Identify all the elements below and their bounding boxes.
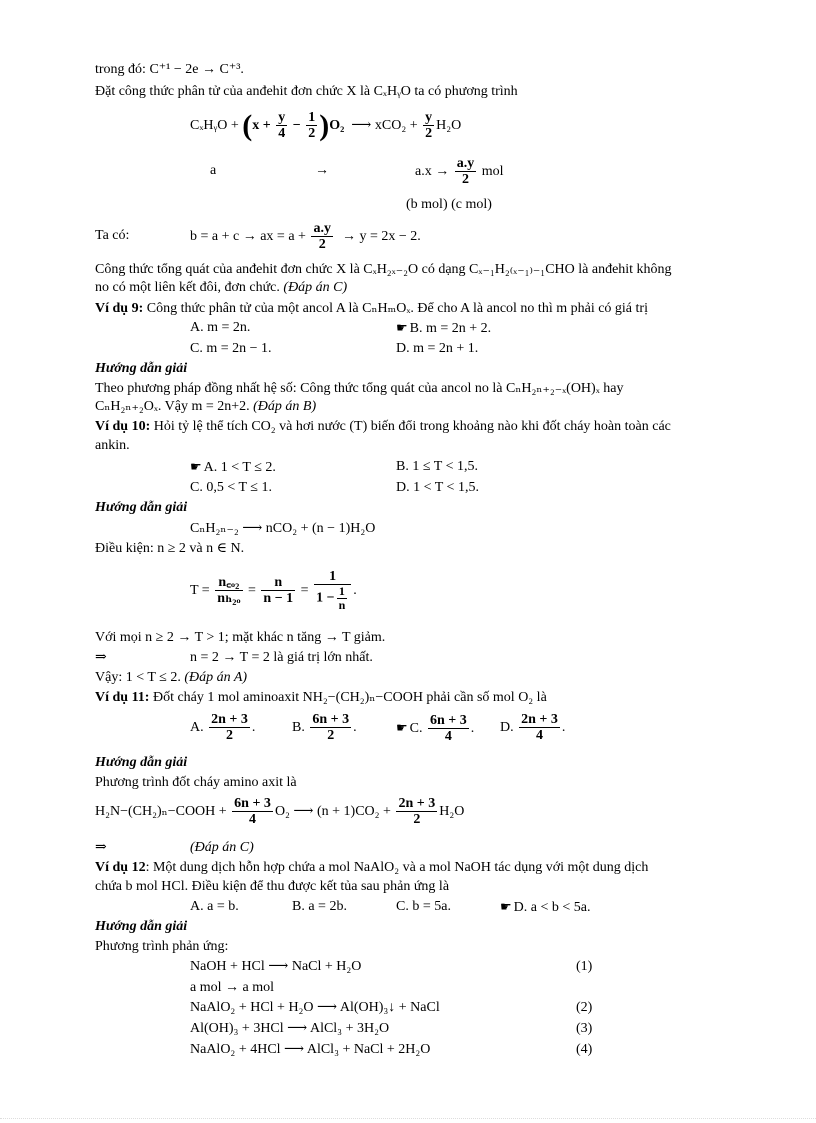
text-line: Vậy: 1 < T ≤ 2. (Đáp án A): [95, 670, 248, 685]
solution-heading: Hướng dẫn giải: [95, 500, 188, 515]
option-d: D. $\frac{2n + 3}{4}$ .: [500, 712, 566, 744]
eq-term: −: [292, 118, 301, 133]
text-line: CₙH₂ₙ₊₂Oₓ. Vậy m = 2n+2. (Đáp án B): [95, 399, 317, 414]
example-11-question: Ví dụ 11: Đốt cháy 1 mol aminoaxit NH₂−(CH₂)ₙ−COOH phải cần số mol O₂ là: [95, 690, 547, 705]
solution-heading: Hướng dẫn giải: [95, 755, 188, 770]
option-a: A. m = 2n.: [190, 320, 251, 335]
reaction-1: NaOH + HCl ⟶ NaCl + H₂O: [190, 959, 362, 974]
option-d: ☛ D. a < b < 5a.: [500, 899, 591, 915]
solution-heading: Hướng dẫn giải: [95, 361, 188, 376]
option-c: C. 0,5 < T ≤ 1.: [190, 480, 272, 495]
fraction: $\frac{n}{n - 1}$: [263, 575, 294, 607]
option-b: ☛ B. m = 2n + 2.: [396, 320, 492, 336]
option-c: C. b = 5a.: [396, 899, 451, 914]
eq-term: H₂O: [436, 118, 462, 133]
option-c: C. m = 2n − 1.: [190, 341, 272, 356]
text-line: Phương trình phản ứng:: [95, 939, 229, 954]
reaction-4: NaAlO₂ + 4HCl ⟶ AlCl₃ + NaCl + 2H₂O: [190, 1042, 431, 1057]
reaction-3: Al(OH)₃ + 3HCl ⟶ AlCl₃ + 3H₂O: [190, 1021, 390, 1036]
bracket-close: ): [319, 108, 330, 142]
text-line: Với mọi n ≥ 2 → T > 1; mặt khác n tăng → T giảm.: [95, 630, 386, 645]
page-edge-divider: [0, 1118, 816, 1119]
text-line: Theo phương pháp đồng nhất hệ số: Công thức tổng quát của ancol no là CₙH₂ₙ₊₂₋ₓ(OH)ₓ hay: [95, 381, 624, 396]
eq-term: ⟶ xCO₂ +: [351, 118, 418, 133]
text-line: ankin.: [95, 438, 130, 453]
option-b: B. $\frac{6n + 3}{2}$ .: [292, 712, 357, 744]
reaction-2: NaAlO₂ + HCl + H₂O ⟶ Al(OH)₃↓ + NaCl: [190, 1000, 440, 1015]
text-line: Phương trình đốt cháy amino axit là: [95, 775, 297, 790]
answer: (Đáp án C): [190, 840, 254, 855]
implies: ⇒: [95, 840, 107, 855]
reaction-number: (3): [576, 1021, 593, 1036]
eq-term: x +: [252, 118, 271, 133]
eq-row: (b mol) (c mol): [406, 197, 492, 212]
implies: ⇒: [95, 650, 107, 665]
text-line: n = 2 → T = 2 là giá trị lớn nhất.: [190, 650, 373, 665]
solution-heading: Hướng dẫn giải: [95, 919, 188, 934]
option-b: B. 1 ≤ T < 1,5.: [396, 459, 478, 474]
pointer-icon: ☛: [396, 320, 408, 335]
bracket-open: (: [242, 108, 253, 142]
eq-term: CₓHᵧO +: [190, 118, 239, 133]
text-line: chứa b mol HCl. Điều kiện để thu được kết tủa sau phản ứng là: [95, 879, 450, 894]
reaction-number: (1): [576, 959, 593, 974]
example-12-question: Ví dụ 12: Một dung dịch hỗn hợp chứa a mol NaAlO₂ và a mol NaOH tác dụng với một dung dịch: [95, 860, 649, 875]
fraction: $\frac{y}{2}$: [425, 110, 433, 142]
eq-term: a: [210, 163, 217, 178]
eq-term: O₂: [329, 118, 345, 133]
text-line: Điều kiện: n ≥ 2 và n ∈ N.: [95, 541, 245, 556]
fraction: $\frac{a.y}{2}$: [313, 221, 331, 253]
text-line: trong đó: C⁺¹ − 2e → C⁺³.: [95, 62, 244, 77]
reaction-number: (2): [576, 1000, 593, 1015]
example-9-question: Ví dụ 9: Công thức phân tử của một ancol A là CₙHₘOₓ. Để cho A là ancol no thì m phải có giá trị: [95, 301, 648, 316]
text-line: no có một liên kết đôi, đơn chức. (Đáp án C): [95, 280, 348, 295]
option-c: ☛ C. $\frac{6n + 3}{4}$ .: [396, 713, 475, 745]
text-line: Đặt công thức phân tử của anđehit đơn chức X là CₓHᵧO ta có phương trình: [95, 84, 518, 99]
option-a: A. a = b.: [190, 899, 239, 914]
option-d: D. m = 2n + 1.: [396, 341, 479, 356]
equation: H₂N−(CH₂)ₙ−COOH + $\frac{6n + 3}{4}$ O₂ ⟶ (n + 1)CO₂ + $\frac{2n + 3}{2}$ H₂O: [95, 796, 465, 828]
text-line: a mol → a mol: [190, 980, 274, 995]
fraction: $\frac{y}{4}$: [278, 110, 286, 142]
fraction: $\frac{a.y}{2}$: [456, 156, 475, 188]
fraction: 1 1 − $\frac{1}{n}$: [314, 569, 351, 612]
option-d: D. 1 < T < 1,5.: [396, 480, 479, 495]
fraction: $\frac{1}{2}$: [308, 110, 316, 142]
option-a: ☛ A. 1 < T ≤ 2.: [190, 459, 276, 475]
pointer-icon: ☛: [500, 899, 512, 914]
text-line: Công thức tổng quát của anđehit đơn chức X là CₓH₂ₓ₋₂O có dạng Cₓ₋₁H₂₍ₓ₋₁₎₋₁CHO là anđehit không: [95, 262, 672, 277]
eq-row: a.x → $\frac{a.y}{2}$ mol: [415, 156, 504, 188]
pointer-icon: ☛: [190, 459, 202, 474]
pointer-icon: ☛: [396, 720, 408, 735]
label: Ta có:: [95, 228, 130, 243]
equation: CₙH₂ₙ₋₂ ⟶ nCO₂ + (n − 1)H₂O: [190, 521, 376, 536]
equation-combustion-aldehyde: [190, 108, 461, 144]
fraction: $\frac{\text{n꜀ₒ₂}}{\text{nₕ₂ₒ}}$: [217, 575, 241, 607]
arrow: →: [315, 163, 329, 178]
option-b: B. a = 2b.: [292, 899, 347, 914]
example-10-question: Ví dụ 10: Hỏi tỷ lệ thể tích CO₂ và hơi nước (T) biến đổi trong khoảng nào khi đốt cháy hoàn toàn các: [95, 419, 671, 434]
eq-row: b = a + c → ax = a + $\frac{a.y}{2}$ → y = 2x − 2.: [190, 221, 421, 253]
reaction-number: (4): [576, 1042, 593, 1057]
equation-T: T = $\frac{\text{n꜀ₒ₂}}{\text{nₕ₂ₒ}}$ = $\frac{n}{n - 1}$ = 1 1 − $\frac{1}{n}$ .: [190, 569, 357, 613]
option-a: A. $\frac{2n + 3}{2}$ .: [190, 712, 256, 744]
